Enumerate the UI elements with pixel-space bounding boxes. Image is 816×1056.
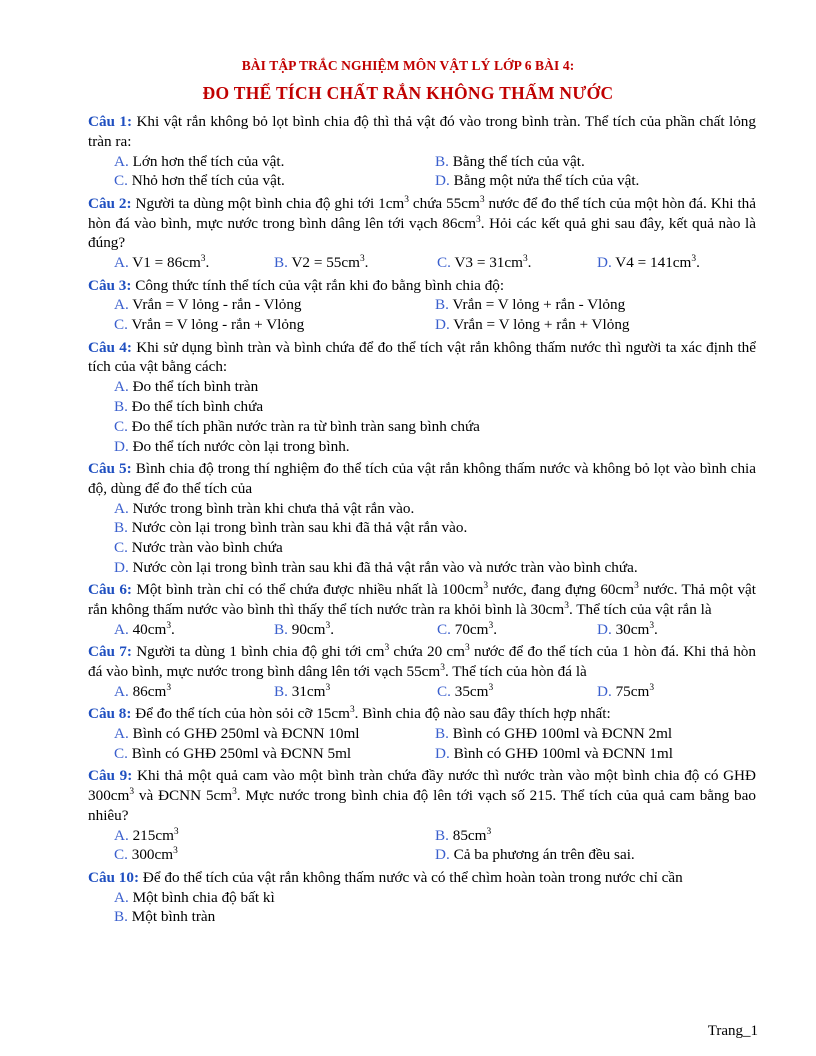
answer-options — [114, 499, 756, 578]
option-text: Nước trong bình tràn khi chưa thả vật rắn vào. — [132, 499, 415, 517]
answer-option-c[interactable] — [114, 315, 435, 335]
options-row — [114, 724, 756, 744]
option-text: Vrắn = V lỏng + rắn + Vlỏng — [453, 316, 630, 334]
option-text: $35cm^3$ — [454, 682, 494, 700]
option-text: Đo thể tích bình chứa — [131, 397, 264, 415]
answer-option-b[interactable] — [274, 253, 437, 273]
option-letter: C. — [114, 316, 128, 334]
question-8 — [88, 704, 756, 763]
option-text: Đo thể tích bình tràn — [132, 378, 259, 396]
option-text: $75cm^3$ — [615, 682, 655, 700]
option-letter: D. — [435, 744, 450, 762]
option-letter: C. — [114, 744, 128, 762]
question-text: Người ta dùng 1 bình chia độ ghi tới $cm^3$ chứa 20 $cm^3$ nước để đo thể tích của 1 hòn đá. Khi thả hòn đá vào bình, mực nước trong bình dâng lên tới vạch $55cm^3$. Thể tích của hòn đá là — [88, 643, 756, 681]
option-text: $31cm^3$ — [291, 682, 331, 700]
option-letter: B. — [435, 296, 449, 314]
option-text: $V2 = 55cm^3$. — [291, 254, 369, 272]
question-3 — [88, 276, 756, 335]
answer-option-a[interactable] — [114, 253, 274, 273]
question-label: Câu 4: — [88, 338, 132, 356]
options-row — [114, 315, 756, 335]
option-text: $V3 = 31cm^3$. — [454, 254, 532, 272]
question-text: Khi vật rắn không bỏ lọt bình chia độ thì thả vật đó vào trong bình tràn. Thể tích của phần chất lỏng tràn ra: — [88, 113, 756, 150]
question-2 — [88, 194, 756, 273]
answer-option-b[interactable] — [435, 826, 756, 846]
question-text: Để đo thể tích của vật rắn không thấm nước và có thể chìm hoàn toàn trong nước chỉ cần — [142, 868, 683, 886]
option-text: Bình có GHĐ 250ml và ĐCNN 5ml — [131, 744, 352, 762]
option-text: Cả ba phương án trên đều sai. — [453, 846, 635, 864]
question-text: Công thức tính thể tích của vật rắn khi đo bằng bình chia độ: — [135, 276, 505, 294]
option-letter: C. — [114, 539, 128, 557]
answer-option-d[interactable] — [435, 845, 756, 865]
question-stem — [88, 112, 756, 152]
options-row — [114, 152, 756, 172]
option-text: $215cm^3$ — [132, 826, 179, 844]
answer-option-c[interactable] — [437, 620, 597, 640]
option-letter: B. — [435, 826, 449, 844]
option-letter: C. — [437, 682, 451, 700]
question-stem — [88, 868, 756, 888]
option-letter: A. — [114, 296, 129, 314]
option-text: Một bình chia độ bất kì — [132, 888, 275, 906]
option-letter: A. — [114, 378, 129, 396]
question-label: Câu 5: — [88, 459, 132, 477]
answer-option-a[interactable] — [114, 888, 756, 908]
answer-options — [114, 826, 756, 866]
option-text: Một bình tràn — [131, 908, 216, 926]
option-letter: C. — [114, 417, 128, 435]
option-letter: C. — [114, 846, 128, 864]
option-letter: C. — [437, 620, 451, 638]
option-letter: B. — [274, 682, 288, 700]
options-row — [114, 826, 756, 846]
option-letter: D. — [114, 437, 129, 455]
answer-option-a[interactable] — [114, 620, 274, 640]
option-text: $85cm^3$ — [452, 826, 492, 844]
option-letter: A. — [114, 254, 129, 272]
option-letter: A. — [114, 499, 129, 517]
question-stem — [88, 642, 756, 682]
question-stem — [88, 766, 756, 825]
option-letter: C. — [437, 254, 451, 272]
question-text: Khi thả một quả cam vào một bình tràn chứa đầy nước thì nước tràn vào một bình chia độ có GHĐ $300cm^3$ và ĐCNN $5cm^3$. Mực nước trong bình chia độ lên tới vạch số 215. Thể tích của quả cam bằng bao nhiêu? — [88, 767, 756, 824]
question-text: Khi sử dụng bình tràn và bình chứa để đo thể tích vật rắn không thấm nước thì người ta xác định thể tích của vật bằng cách: — [88, 338, 756, 376]
options-row — [114, 845, 756, 865]
answer-option-d[interactable] — [114, 437, 756, 457]
option-text: $90cm^3$. — [291, 620, 334, 638]
question-label: Câu 3: — [88, 276, 132, 294]
option-letter: B. — [435, 725, 449, 743]
option-letter: B. — [435, 152, 449, 170]
answer-option-b[interactable] — [274, 682, 437, 702]
question-label: Câu 7: — [88, 643, 132, 661]
option-text: $30cm^3$. — [615, 620, 658, 638]
question-text: Để đo thể tích của hòn sỏi cỡ $15cm^3$. Bình chia độ nào sau đây thích hợp nhất: — [135, 705, 611, 723]
option-text: $40cm^3$. — [132, 620, 175, 638]
options-row — [114, 171, 756, 191]
answer-option-b[interactable] — [435, 724, 756, 744]
question-1 — [88, 112, 756, 191]
option-letter: A. — [114, 152, 129, 170]
answer-option-a[interactable] — [114, 826, 435, 846]
option-letter: D. — [597, 254, 612, 272]
answer-option-d[interactable] — [597, 253, 700, 273]
option-letter: C. — [114, 172, 128, 190]
question-label: Câu 8: — [88, 705, 132, 723]
answer-option-d[interactable] — [435, 315, 756, 335]
option-letter: B. — [114, 908, 128, 926]
question-7 — [88, 642, 756, 701]
answer-options — [114, 152, 756, 192]
question-6 — [88, 580, 756, 639]
options-row — [114, 620, 756, 640]
answer-option-c[interactable] — [114, 417, 756, 437]
answer-option-b[interactable] — [114, 907, 756, 927]
option-text: Nước tràn vào bình chứa — [131, 539, 283, 557]
answer-option-b[interactable] — [274, 620, 437, 640]
option-letter: B. — [114, 397, 128, 415]
option-letter: D. — [597, 620, 612, 638]
answer-options — [114, 620, 756, 640]
option-letter: D. — [435, 316, 450, 334]
option-text: Bằng thể tích của vật. — [452, 152, 585, 170]
answer-option-a[interactable] — [114, 682, 274, 702]
answer-option-a[interactable] — [114, 377, 756, 397]
options-row — [114, 253, 756, 273]
answer-options — [114, 724, 756, 764]
option-letter: D. — [114, 558, 129, 576]
option-text: $V4 = 141cm^3$. — [615, 254, 700, 272]
answer-option-a[interactable] — [114, 724, 435, 744]
answer-option-d[interactable] — [114, 558, 756, 578]
option-text: Đo thể tích nước còn lại trong bình. — [132, 437, 350, 455]
option-text: $300cm^3$ — [131, 846, 178, 864]
option-letter: D. — [435, 846, 450, 864]
question-label: Câu 10: — [88, 868, 140, 886]
document-title: ĐO THỂ TÍCH CHẤT RẮN KHÔNG THẤM NƯỚC — [202, 83, 614, 103]
answer-option-b[interactable] — [435, 152, 756, 172]
option-letter: A. — [114, 682, 129, 700]
answer-option-b[interactable] — [435, 295, 756, 315]
option-text: Bình có GHĐ 100ml và ĐCNN 1ml — [453, 744, 673, 762]
question-label: Câu 9: — [88, 767, 133, 785]
answer-options — [114, 295, 756, 335]
question-list — [88, 112, 756, 930]
question-stem — [88, 459, 756, 499]
answer-option-c[interactable] — [114, 744, 435, 764]
option-text: Nước còn lại trong bình tràn sau khi đã thả vật rắn vào. — [131, 519, 468, 537]
option-text: Nhỏ hơn thể tích của vật. — [131, 172, 285, 190]
option-letter: A. — [114, 725, 129, 743]
option-letter: D. — [435, 172, 450, 190]
option-text: $86cm^3$ — [132, 682, 172, 700]
answer-option-b[interactable] — [114, 397, 756, 417]
question-text: Một bình tràn chỉ có thể chứa được nhiều nhất là $100cm^3$ nước, đang đựng $60cm^3$ nước. Thả một vật rắn không thấm nước vào bình thì thấy thể tích nước tràn ra khỏi bình là $30cm^3$. Thể tích của vật rắn là — [88, 581, 757, 619]
option-text: Lớn hơn thể tích của vật. — [132, 152, 285, 170]
option-letter: D. — [597, 682, 612, 700]
option-text: Vrắn = V lỏng - rắn + Vlỏng — [131, 316, 305, 334]
option-text: Đo thể tích phần nước tràn ra từ bình tràn sang bình chứa — [131, 417, 480, 435]
options-row — [114, 295, 756, 315]
option-letter: A. — [114, 888, 129, 906]
option-text: Nước còn lại trong bình tràn sau khi đã thả vật rắn vào và nước tràn vào bình chứa. — [132, 558, 638, 576]
question-10 — [88, 868, 756, 927]
option-letter: B. — [274, 620, 288, 638]
option-letter: B. — [274, 254, 288, 272]
answer-option-d[interactable] — [597, 620, 658, 640]
question-stem — [88, 338, 756, 378]
answer-option-a[interactable] — [114, 295, 435, 315]
question-text: Người ta dùng một bình chia độ ghi tới $1cm^3$ chứa $55cm^3$ nước để đo thể tích của một hòn đá. Khi thả hòn đá vào bình, mực nước trong bình dâng lên tới vạch $86cm^3$. Hỏi các kết quả ghi sau đây, kết quả nào là đúng? — [88, 194, 756, 252]
answer-option-c[interactable] — [114, 538, 756, 558]
options-row — [114, 744, 756, 764]
answer-option-d[interactable] — [597, 682, 654, 702]
option-text: Bình có GHĐ 250ml và ĐCNN 10ml — [132, 725, 360, 743]
document-heading: BÀI TẬP TRẮC NGHIỆM MÔN VẬT LÝ LỚP 6 BÀI 4: — [241, 58, 575, 73]
answer-option-a[interactable] — [114, 152, 435, 172]
option-text: Bằng một nửa thể tích của vật. — [453, 172, 640, 190]
question-4 — [88, 338, 756, 457]
options-row — [114, 682, 756, 702]
question-label: Câu 2: — [88, 194, 132, 212]
answer-option-c[interactable] — [114, 845, 435, 865]
answer-option-d[interactable] — [435, 744, 756, 764]
question-stem — [88, 194, 756, 253]
page-footer: Trang_1 — [707, 1023, 758, 1039]
answer-option-c[interactable] — [437, 253, 597, 273]
answer-options — [114, 377, 756, 456]
question-stem — [88, 704, 756, 724]
option-text: $V1 = 86cm^3$. — [132, 254, 210, 272]
option-text: $70cm^3$. — [454, 620, 497, 638]
answer-option-d[interactable] — [435, 171, 756, 191]
question-label: Câu 1: — [88, 113, 133, 130]
question-text: Bình chia độ trong thí nghiệm đo thể tích của vật rắn không thấm nước và không bỏ lọt vào bình chia độ, dùng để đo thể tích của — [88, 459, 757, 497]
question-5 — [88, 459, 756, 578]
answer-option-a[interactable] — [114, 499, 756, 519]
question-label: Câu 6: — [88, 581, 132, 599]
option-letter: A. — [114, 826, 129, 844]
answer-options — [114, 682, 756, 702]
option-text: Bình có GHĐ 100ml và ĐCNN 2ml — [452, 725, 673, 743]
question-9 — [88, 766, 756, 865]
answer-options — [114, 888, 756, 928]
option-text: Vrắn = V lỏng - rắn - Vlỏng — [132, 296, 302, 314]
answer-options — [114, 253, 756, 273]
option-letter: A. — [114, 620, 129, 638]
question-stem — [88, 276, 756, 296]
question-stem — [88, 580, 756, 620]
answer-option-b[interactable] — [114, 518, 756, 538]
option-text: Vrắn = V lỏng + rắn - Vlỏng — [452, 296, 626, 314]
answer-option-c[interactable] — [114, 171, 435, 191]
option-letter: B. — [114, 519, 128, 537]
answer-option-c[interactable] — [437, 682, 597, 702]
